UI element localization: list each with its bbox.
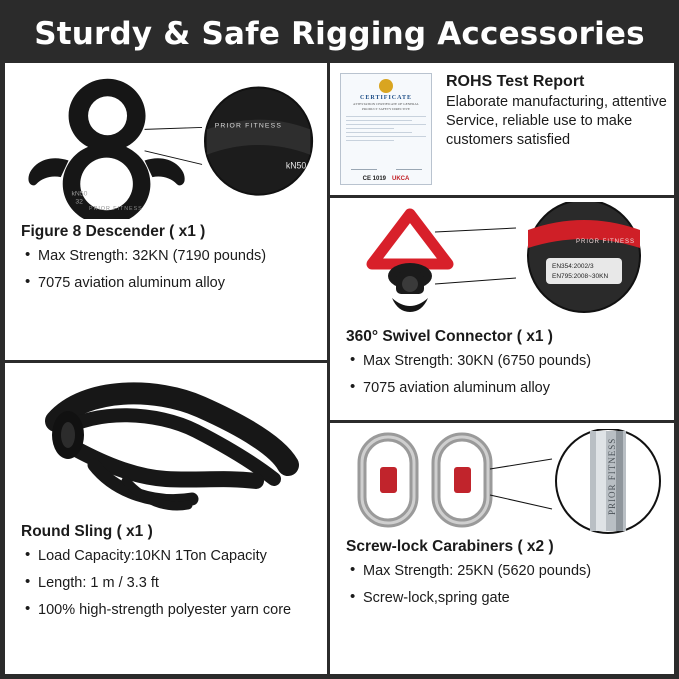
list-item: • 7075 aviation aluminum alloy [25, 274, 317, 292]
rohs-text-block [446, 73, 670, 150]
figure8-descender-icon [15, 69, 317, 219]
list-item: • 100% high-strength polyester yarn core [25, 601, 317, 619]
swivel-section [330, 198, 679, 423]
header-banner [5, 5, 674, 63]
certificate-thumbnail [340, 73, 432, 185]
ukca-mark: UKCA [392, 176, 410, 182]
sling-illustration [15, 369, 317, 519]
rohs-title: ROHS Test Report [446, 73, 585, 90]
list-item: • Load Capacity:10KN 1Ton Capacity [25, 547, 317, 565]
signature-line [396, 160, 422, 170]
carabiner-bullets [340, 562, 670, 616]
svg-text:PRIOR FITNESS: PRIOR FITNESS [214, 122, 283, 130]
certificate-signatures [341, 160, 431, 170]
swivel-bullets [340, 352, 670, 406]
ce-mark: CE 1019 [362, 176, 386, 182]
sling-bullets [15, 547, 317, 628]
left-column [5, 63, 330, 674]
screw-lock-carabiner-icon [340, 429, 670, 534]
right-column [330, 63, 679, 674]
list-item: • Max Strength: 25KN (5620 pounds) [350, 562, 670, 580]
certificate-title: CERTIFICATE [359, 95, 413, 101]
svg-text:PRIOR FITNESS: PRIOR FITNESS [607, 437, 617, 515]
figure8-section [5, 63, 327, 363]
figure8-illustration [15, 69, 317, 219]
certificate-subtitle: ATTESTATION CERTIFICATE OF GENERAL PRODUCT SAFETY DIRECTIVE [353, 102, 419, 111]
svg-text:PRIOR FITNESS: PRIOR FITNESS [89, 206, 143, 213]
figure8-title: Figure 8 Descender ( x1 ) [21, 223, 206, 240]
list-item: • Max Strength: 32KN (7190 pounds) [25, 247, 317, 265]
list-item: • Max Strength: 30KN (6750 pounds) [350, 352, 670, 370]
certificate-body-lines [346, 116, 426, 142]
figure8-bullets [15, 247, 317, 301]
svg-text:kN50: kN50 [71, 190, 88, 198]
svg-text:PRIOR FITNESS: PRIOR FITNESS [576, 238, 636, 245]
swivel-connector-icon [340, 202, 670, 327]
list-item: • Screw-lock,spring gate [350, 589, 670, 607]
sling-section [5, 363, 327, 674]
signature-line [351, 160, 377, 170]
carabiner-section [330, 423, 679, 674]
certificate-seal-icon [379, 79, 393, 93]
list-item: • 7075 aviation aluminum alloy [350, 379, 670, 397]
rohs-description: Elaborate manufacturing, attentive Service, reliable use to make customers satisfied [446, 94, 667, 148]
content-grid [5, 63, 674, 674]
list-item: • Length: 1 m / 3.3 ft [25, 574, 317, 592]
swivel-illustration [340, 204, 670, 324]
svg-text:32: 32 [75, 198, 83, 206]
carabiner-illustration [340, 429, 670, 534]
svg-text:EN354:2002/3: EN354:2002/3 [552, 262, 594, 270]
carabiner-title: Screw-lock Carabiners ( x2 ) [346, 538, 554, 555]
swivel-title: 360° Swivel Connector ( x1 ) [346, 328, 553, 345]
round-sling-icon [16, 369, 316, 519]
sling-title: Round Sling ( x1 ) [21, 523, 153, 540]
svg-text:kN50: kN50 [285, 160, 307, 171]
rohs-section [330, 63, 679, 198]
page-title: Sturdy & Safe Rigging Accessories [34, 16, 645, 52]
svg-text:EN795:2008~30KN: EN795:2008~30KN [552, 272, 609, 280]
certificate-marks [341, 176, 431, 182]
